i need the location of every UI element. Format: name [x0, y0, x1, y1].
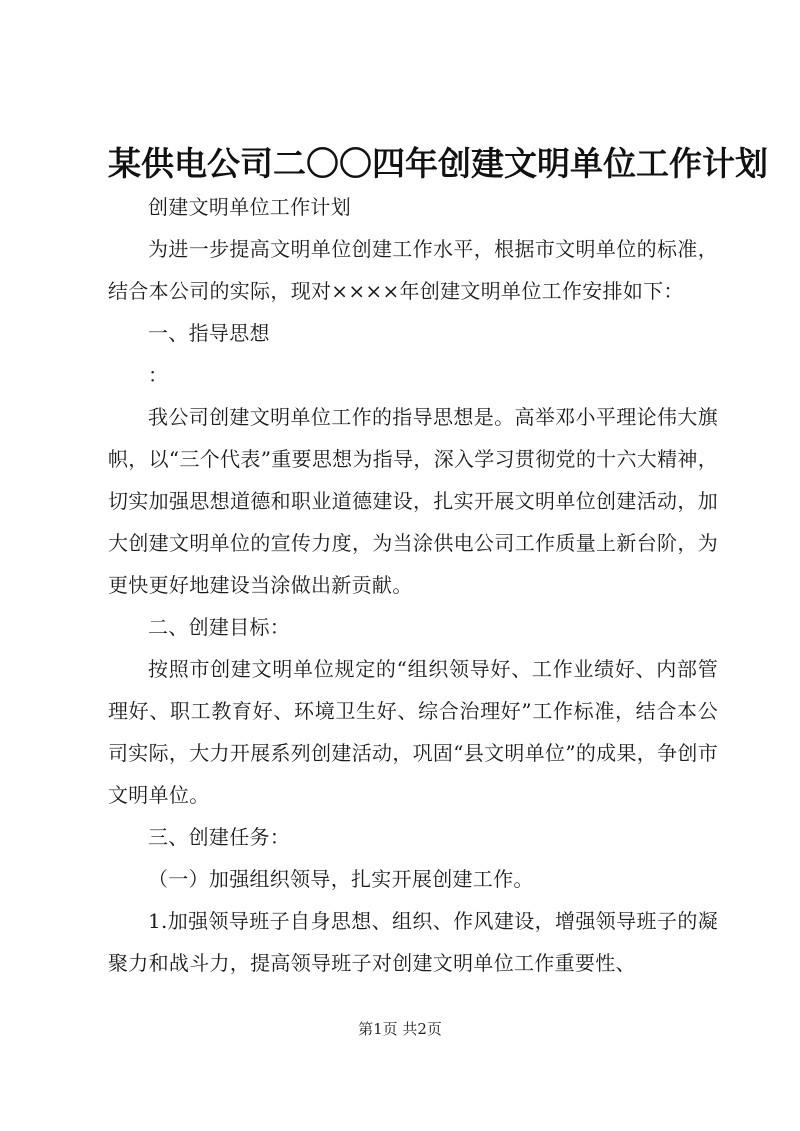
paragraph-goals: 按照市创建文明单位规定的“组织领导好、工作业绩好、内部管理好、职工教育好、环境卫生好、综合治理好”工作标准，结合本公司实际，大力开展系列创建活动，巩固“县文明单位”的成果，争创市文明单位。	[108, 657, 718, 807]
heading-tasks: 三、创建任务：	[148, 825, 291, 849]
heading-goals: 二、创建目标：	[148, 615, 291, 639]
heading-guiding-thought: 一、指导思想	[148, 321, 270, 345]
page-footer: 第1页 共2页	[358, 1020, 442, 1038]
paragraph-guiding-thought: 我公司创建文明单位工作的指导思想是。高举邓小平理论伟大旗帜，以“三个代表”重要思想为指导，深入学习贯彻党的十六大精神，切实加强思想道德和职业道德建设，扎实开展文明单位创建活动，加大创建文明单位的宣传力度，为当涂供电公司工作质量上新台阶，为更快更好地建设当涂做出新贡献。	[108, 405, 718, 597]
paragraph-subtitle: 创建文明单位工作计划	[148, 195, 351, 219]
document-title: 某供电公司二〇〇四年创建文明单位工作计划	[108, 144, 768, 183]
paragraph-colon: ：	[148, 363, 169, 387]
paragraph-intro: 为进一步提高文明单位创建工作水平，根据市文明单位的标准，结合本公司的实际，现对××××年创建文明单位工作安排如下：	[108, 237, 718, 303]
paragraph-task-one-item-one: 1.加强领导班子自身思想、组织、作风建设，增强领导班子的凝聚力和战斗力，提高领导班子对创建文明单位工作重要性、	[108, 909, 718, 975]
subheading-task-one: （一）加强组织领导，扎实开展创建工作。	[148, 867, 534, 891]
document-body	[108, 186, 718, 984]
